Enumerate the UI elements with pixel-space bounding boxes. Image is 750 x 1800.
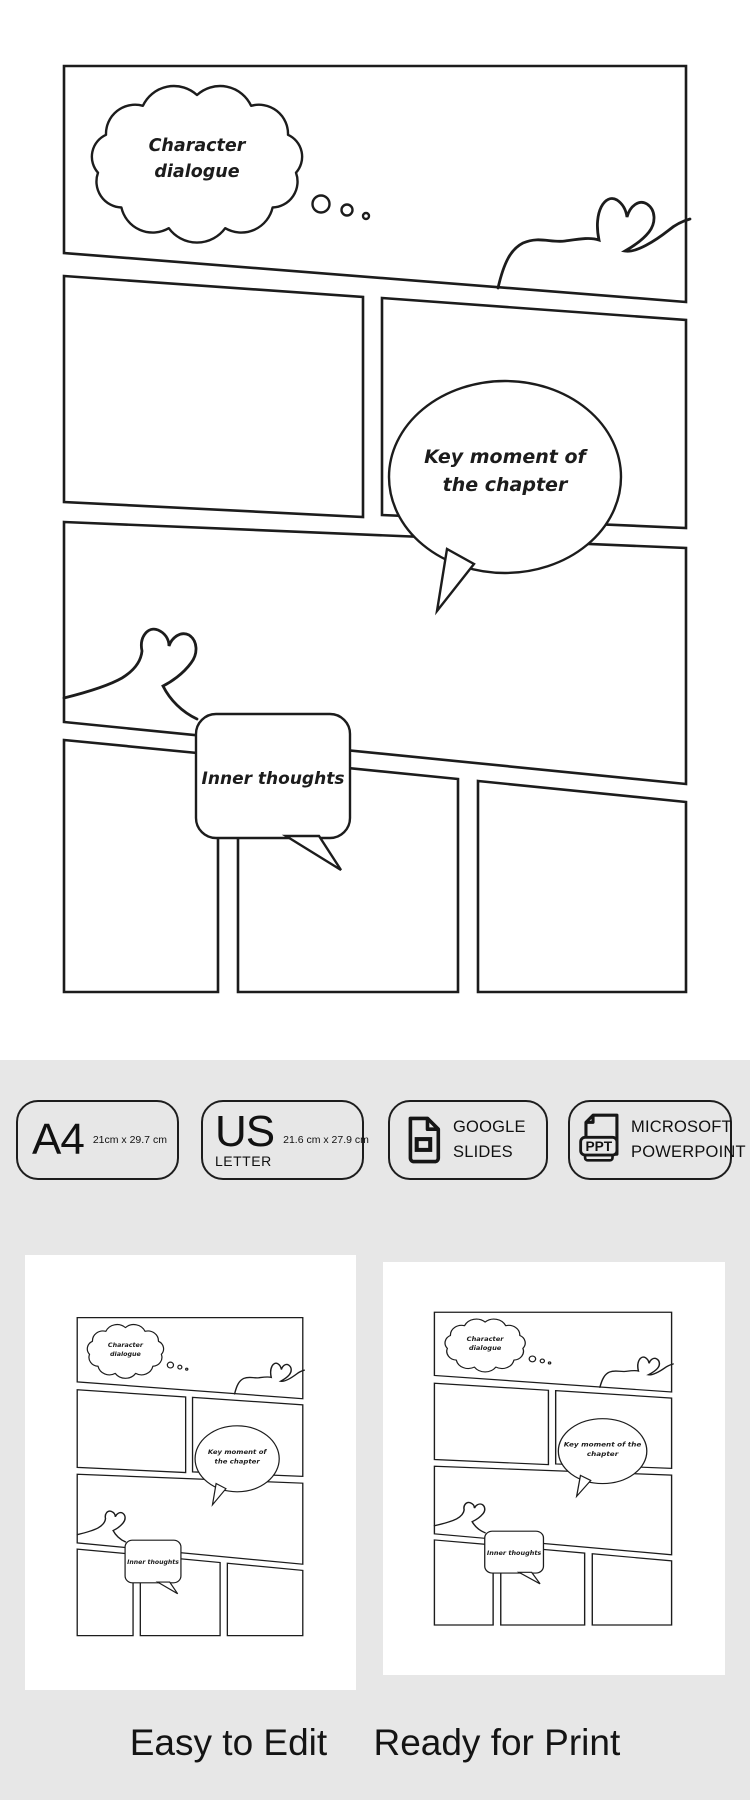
comic-panel bbox=[434, 1383, 548, 1464]
footer-captions bbox=[0, 1722, 750, 1764]
speech-text-line1: Key moment of the bbox=[563, 1440, 642, 1449]
cloud-text-line1: Character bbox=[466, 1336, 504, 1343]
powerpoint-icon bbox=[578, 1112, 624, 1168]
google-slides-icon bbox=[405, 1116, 441, 1164]
thought-trail-dot bbox=[186, 1368, 188, 1370]
speech-text-line1: Key moment of bbox=[207, 1448, 267, 1456]
format-badge-a4 bbox=[16, 1100, 179, 1180]
speech-text-line2: the chapter bbox=[442, 474, 568, 496]
format-badge-google-slides bbox=[388, 1100, 548, 1180]
a4-label: A4 bbox=[32, 1115, 84, 1165]
caption-easy-to-edit: Easy to Edit bbox=[129, 1722, 328, 1763]
format-badge-powerpoint bbox=[568, 1100, 746, 1180]
inner-thoughts-text: Inner thoughts bbox=[486, 1550, 542, 1557]
cloud-text-line2: dialogue bbox=[154, 162, 240, 182]
speech-text-line1: Key moment of bbox=[424, 446, 586, 468]
thumbnail-right-comic-page bbox=[410, 1290, 696, 1648]
svg-text:PPT: PPT bbox=[585, 1139, 613, 1155]
thought-trail-dot bbox=[540, 1359, 544, 1363]
caption-ready-for-print: Ready for Print bbox=[373, 1722, 621, 1763]
thought-trail-dot bbox=[167, 1362, 173, 1368]
us-letter-dimensions: 21.6 cm x 27.9 cm bbox=[283, 1134, 369, 1146]
comic-panel bbox=[77, 1390, 185, 1473]
inner-thoughts-text: Inner thoughts bbox=[201, 769, 345, 789]
preview-thumbnail-left bbox=[25, 1255, 356, 1690]
powerpoint-label: MICROSOFT POWERPOINT bbox=[631, 1118, 746, 1161]
speech-text-line2: chapter bbox=[586, 1450, 619, 1458]
speech-text-line2: the chapter bbox=[214, 1457, 260, 1466]
preview-thumbnail-right bbox=[383, 1262, 725, 1675]
comic-panel bbox=[64, 522, 686, 784]
thumbnail-left-comic-page bbox=[54, 1295, 326, 1659]
inner-thoughts-text: Inner thoughts bbox=[127, 1559, 179, 1567]
google-slides-label: GOOGLE SLIDES bbox=[453, 1118, 526, 1161]
comic-panel bbox=[434, 1466, 671, 1554]
comic-panel bbox=[592, 1554, 671, 1625]
format-badge-us-letter bbox=[201, 1100, 369, 1180]
us-letter-label: US LETTER bbox=[215, 1106, 275, 1170]
thought-trail-dot bbox=[313, 196, 330, 213]
comic-panel bbox=[77, 1474, 303, 1567]
comic-panel bbox=[64, 276, 363, 517]
cloud-text-line2: dialogue bbox=[110, 1350, 141, 1358]
thought-trail-dot bbox=[529, 1356, 535, 1362]
cloud-text-line1: Character bbox=[148, 136, 246, 156]
comic-panel bbox=[478, 781, 686, 992]
comic-panel bbox=[227, 1563, 302, 1635]
thought-trail-dot bbox=[363, 213, 369, 219]
cloud-text-line2: dialogue bbox=[468, 1345, 502, 1352]
thought-trail-dot bbox=[178, 1365, 182, 1369]
cloud-text-line1: Character bbox=[107, 1341, 143, 1349]
a4-dimensions: 21cm x 29.7 cm bbox=[92, 1134, 167, 1146]
thought-trail-dot bbox=[548, 1362, 550, 1364]
thought-trail-dot bbox=[342, 205, 353, 216]
